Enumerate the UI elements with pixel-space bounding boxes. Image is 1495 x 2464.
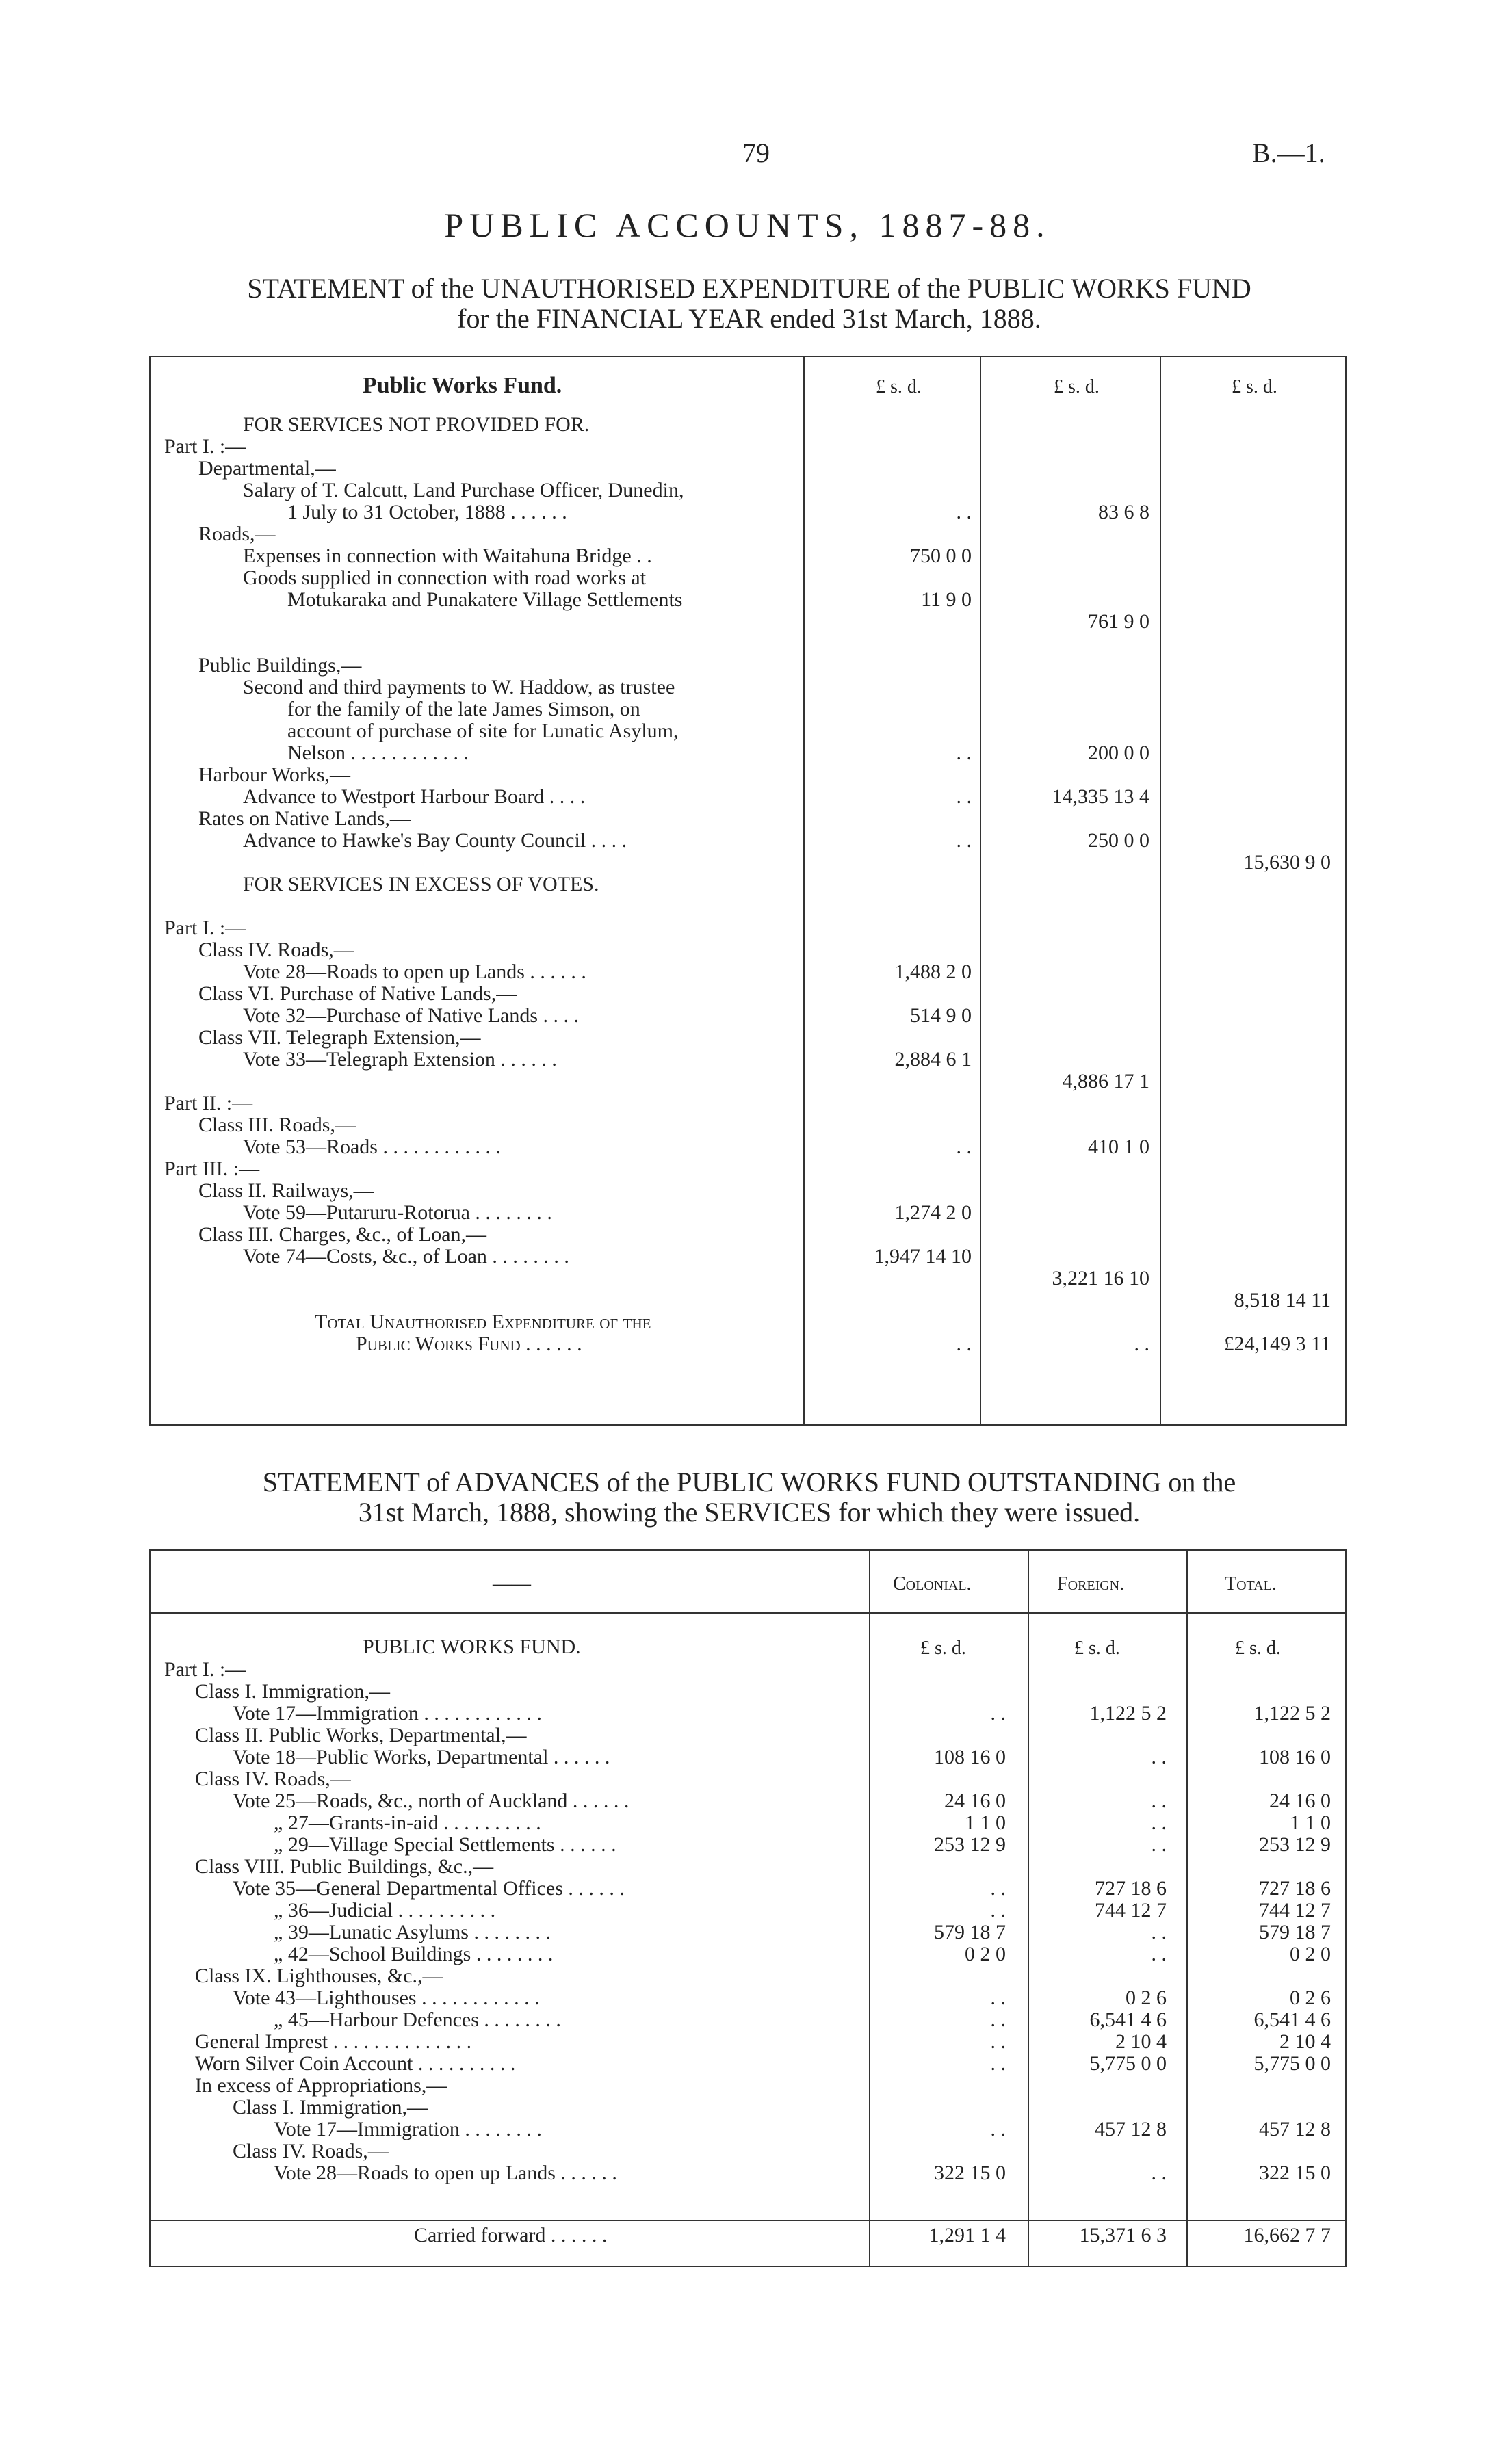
table2-row-label: Vote 18—Public Works, Departmental . . . . . . — [233, 1746, 610, 1768]
table2-description-header: —— — [493, 1573, 531, 1595]
table2-col3-units: £ s. d. — [1235, 1638, 1281, 1659]
table2-c3-value: 1,122 5 2 — [1253, 1702, 1331, 1725]
table1-row-label: Advance to Hawke's Bay County Council . . . . — [243, 829, 627, 852]
table2-row-label: „ 27—Grants-in-aid . . . . . . . . . . — [274, 1811, 541, 1834]
table2-c1-value: . . — [990, 2118, 1006, 2140]
table1-col1-units: £ s. d. — [876, 376, 922, 397]
table2-row-label: Vote 25—Roads, &c., north of Auckland . . . . . . — [233, 1790, 629, 1812]
table1-row-label: Class IV. Roads,— — [198, 939, 354, 961]
table2-row-label: Class II. Public Works, Departmental,— — [195, 1724, 527, 1746]
table2-c2-value: . . — [1151, 1790, 1167, 1812]
table2-c1-value: 322 15 0 — [934, 2162, 1006, 2184]
table1-row-label: Vote 32—Purchase of Native Lands . . . . — [243, 1004, 580, 1027]
table2-c3-value: 0 2 0 — [1290, 1943, 1331, 1965]
table2-c3-value: 579 18 7 — [1259, 1921, 1331, 1943]
table1-c1-value: 2,884 6 1 — [894, 1048, 972, 1071]
statement1-title-line2: for the FINANCIAL YEAR ended 31st March, 1888. — [457, 303, 1041, 334]
table2-c1-value: . . — [990, 1899, 1006, 1922]
column-divider — [803, 357, 805, 1424]
table1-row-label: Advance to Westport Harbour Board . . . . — [243, 785, 586, 808]
table1-c1-value: 1,488 2 0 — [894, 960, 972, 983]
table2-c1-value: 579 18 7 — [934, 1921, 1006, 1943]
table2-c2-value: 2 10 4 — [1115, 2030, 1167, 2053]
table1-c2-value: 250 0 0 — [1088, 829, 1149, 852]
table2-c1-value: 253 12 9 — [934, 1833, 1006, 1856]
statement2-title-line1: STATEMENT of ADVANCES of the PUBLIC WORKS FUND OUTSTANDING on the — [262, 1467, 1236, 1497]
colonial-column-header: Colonial. — [893, 1573, 972, 1595]
column-divider — [1028, 1551, 1029, 2266]
table1-c1-value: 1,274 2 0 — [894, 1201, 972, 1224]
column-divider — [980, 357, 981, 1424]
carried-forward-c3: 16,662 7 7 — [1243, 2224, 1331, 2246]
statement1-title-line1: STATEMENT of the UNAUTHORISED EXPENDITURE of the PUBLIC WORKS FUND — [247, 273, 1251, 304]
table1-row-label: Class VII. Telegraph Extension,— — [198, 1026, 481, 1049]
table1-c3-value: £24,149 3 11 — [1223, 1333, 1331, 1355]
table2-c1-value: 1 1 0 — [965, 1811, 1006, 1834]
table2-c2-value: 6,541 4 6 — [1089, 2008, 1167, 2031]
table2-c2-value: . . — [1151, 1746, 1167, 1768]
table2-c1-value: 0 2 0 — [965, 1943, 1006, 1965]
table1-row-label: FOR SERVICES IN EXCESS OF VOTES. — [243, 873, 599, 895]
table2-c3-value: 108 16 0 — [1259, 1746, 1331, 1768]
total-rule — [151, 2220, 1345, 2221]
table1-row-label: Nelson . . . . . . . . . . . . — [287, 742, 469, 764]
table1-row-label: Rates on Native Lands,— — [198, 807, 411, 830]
table1-c2-value: . . — [1134, 1333, 1149, 1355]
page-title: PUBLIC ACCOUNTS, 1887-88. — [444, 206, 1051, 244]
table2-c2-value: . . — [1151, 1833, 1167, 1856]
table2-c3-value: 727 18 6 — [1259, 1877, 1331, 1900]
table1-c1-value: . . — [956, 1333, 972, 1355]
table1-c1-value: . . — [956, 742, 972, 764]
table1-c2-value: 3,221 16 10 — [1052, 1267, 1149, 1289]
column-divider — [1160, 357, 1161, 1424]
carried-forward-c1: 1,291 1 4 — [928, 2224, 1006, 2246]
table1-row-label: Vote 33—Telegraph Extension . . . . . . — [243, 1048, 557, 1071]
table2-row-label: Vote 17—Immigration . . . . . . . . . . . . — [233, 1702, 542, 1725]
table2-col2-units: £ s. d. — [1074, 1638, 1120, 1659]
table1-row-label: 1 July to 31 October, 1888 . . . . . . — [287, 501, 567, 523]
table2-c3-value: 1 1 0 — [1290, 1811, 1331, 1834]
table1-row-label: Part I. :— — [164, 917, 246, 939]
table1-row-label: FOR SERVICES NOT PROVIDED FOR. — [243, 413, 590, 436]
table1-row-label: Class VI. Purchase of Native Lands,— — [198, 982, 517, 1005]
table1-row-label: Total Unauthorised Expenditure of the — [315, 1311, 651, 1333]
table1-c2-value: 761 9 0 — [1088, 610, 1149, 633]
table2-c1-value: . . — [990, 1987, 1006, 2009]
table2-row-label: Class IV. Roads,— — [195, 1768, 351, 1790]
table2-col1-units: £ s. d. — [920, 1638, 966, 1659]
table1-row-label: Harbour Works,— — [198, 763, 350, 786]
table2-row-label: Vote 17—Immigration . . . . . . . . — [274, 2118, 542, 2140]
table1-row-label: Class III. Charges, &c., of Loan,— — [198, 1223, 487, 1246]
table2-row-label: Part I. :— — [164, 1658, 246, 1681]
table2-row-label: Vote 35—General Departmental Offices . . . . . . — [233, 1877, 625, 1900]
table2-c3-value: 322 15 0 — [1259, 2162, 1331, 2184]
table2-c2-value: 0 2 6 — [1126, 1987, 1167, 2009]
carried-forward-c2: 15,371 6 3 — [1079, 2224, 1167, 2246]
table1-col2-units: £ s. d. — [1054, 376, 1100, 397]
page-number: 79 — [742, 137, 770, 168]
table2-row-label: Class IV. Roads,— — [233, 2140, 389, 2162]
table1-c2-value: 4,886 17 1 — [1062, 1070, 1149, 1092]
table2-c3-value: 6,541 4 6 — [1253, 2008, 1331, 2031]
table2-c3-value: 457 12 8 — [1259, 2118, 1331, 2140]
table2-c1-value: 108 16 0 — [934, 1746, 1006, 1768]
table2-c2-value: 1,122 5 2 — [1089, 1702, 1167, 1725]
table1-row-label: Class II. Railways,— — [198, 1179, 374, 1202]
table2-row-label: Class VIII. Public Buildings, &c.,— — [195, 1855, 494, 1878]
table1-row-label: Second and third payments to W. Haddow, as trustee — [243, 676, 675, 698]
table2-c1-value: . . — [990, 2008, 1006, 2031]
table1-c1-value: . . — [956, 785, 972, 808]
table2-c2-value: . . — [1151, 1811, 1167, 1834]
table1-row-label: Class III. Roads,— — [198, 1114, 356, 1136]
table2-c1-value: . . — [990, 2052, 1006, 2075]
table1-c1-value: . . — [956, 829, 972, 852]
document-reference: B.—1. — [1252, 137, 1325, 168]
table2-c2-value: 727 18 6 — [1095, 1877, 1167, 1900]
table1-c2-value: 83 6 8 — [1098, 501, 1149, 523]
statement2-title-line2: 31st March, 1888, showing the SERVICES for which they were issued. — [358, 1497, 1141, 1528]
table2-c2-value: . . — [1151, 2162, 1167, 2184]
table2-c2-value: 457 12 8 — [1095, 2118, 1167, 2140]
table2-row-label: „ 36—Judicial . . . . . . . . . . — [274, 1899, 496, 1922]
table2-c3-value: 744 12 7 — [1259, 1899, 1331, 1922]
table1-row-label: Part III. :— — [164, 1157, 260, 1180]
table2-c2-value: . . — [1151, 1921, 1167, 1943]
table1-row-label: Vote 28—Roads to open up Lands . . . . . . — [243, 960, 586, 983]
table2-row-label: Class IX. Lighthouses, &c.,— — [195, 1965, 443, 1987]
table1-row-label: Expenses in connection with Waitahuna Bridge . . — [243, 545, 652, 567]
table1-row-label: Vote 53—Roads . . . . . . . . . . . . — [243, 1136, 501, 1158]
table1-row-label: Salary of T. Calcutt, Land Purchase Officer, Dunedin, — [243, 479, 684, 501]
table1-c3-value: 15,630 9 0 — [1243, 851, 1331, 874]
table1-row-label: account of purchase of site for Lunatic Asylum, — [287, 720, 679, 742]
column-divider — [1186, 1551, 1188, 2266]
table2-c3-value: 2 10 4 — [1279, 2030, 1331, 2053]
table2-c1-value: . . — [990, 1877, 1006, 1900]
table1-c3-value: 8,518 14 11 — [1234, 1289, 1331, 1311]
table2-c1-value: . . — [990, 2030, 1006, 2053]
column-divider — [869, 1551, 870, 2266]
table1-row-label: Public Works Fund . . . . . . — [356, 1333, 582, 1355]
table2-row-label: „ 29—Village Special Settlements . . . . . . — [274, 1833, 616, 1856]
table1-c2-value: 410 1 0 — [1088, 1136, 1149, 1158]
table1-row-label: for the family of the late James Simson, on — [287, 698, 640, 720]
table1-c1-value: 750 0 0 — [910, 545, 972, 567]
table1-row-label: Part II. :— — [164, 1092, 253, 1114]
table1-c2-value: 200 0 0 — [1088, 742, 1149, 764]
table2-c3-value: 5,775 0 0 — [1253, 2052, 1331, 2075]
table2-row-label: „ 42—School Buildings . . . . . . . . — [274, 1943, 554, 1965]
table2-c2-value: . . — [1151, 1943, 1167, 1965]
table1-row-label: Departmental,— — [198, 457, 336, 480]
table1-row-label: Vote 59—Putaruru-Rotorua . . . . . . . . — [243, 1201, 552, 1224]
table1-row-label: Roads,— — [198, 523, 276, 545]
table2-c2-value: 5,775 0 0 — [1089, 2052, 1167, 2075]
table2-c3-value: 24 16 0 — [1269, 1790, 1331, 1812]
table2-row-label: Vote 28—Roads to open up Lands . . . . . . — [274, 2162, 617, 2184]
table1-heading: Public Works Fund. — [363, 373, 562, 398]
table2-row-label: General Imprest . . . . . . . . . . . . . . — [195, 2030, 472, 2053]
table1-c1-value: . . — [956, 1136, 972, 1158]
table2-row-label: „ 45—Harbour Defences . . . . . . . . — [274, 2008, 561, 2031]
table1-row-label: Motukaraka and Punakatere Village Settlements — [287, 588, 683, 611]
table2-c3-value: 253 12 9 — [1259, 1833, 1331, 1856]
table2-row-label: Vote 43—Lighthouses . . . . . . . . . . . . — [233, 1987, 540, 2009]
table1-c2-value: 14,335 13 4 — [1052, 785, 1149, 808]
table1-row-label: Part I. :— — [164, 435, 246, 458]
total-column-header: Total. — [1225, 1573, 1277, 1595]
table2-row-label: Class I. Immigration,— — [233, 2096, 428, 2119]
table2-c2-value: 744 12 7 — [1095, 1899, 1167, 1922]
table1-col3-units: £ s. d. — [1232, 376, 1277, 397]
table2-row-label: Class I. Immigration,— — [195, 1680, 390, 1703]
table1-c1-value: 514 9 0 — [910, 1004, 972, 1027]
table2-row-label: „ 39—Lunatic Asylums . . . . . . . . — [274, 1921, 551, 1943]
header-rule — [151, 1612, 1345, 1614]
table1-row-label: Public Buildings,— — [198, 654, 362, 677]
table1-c1-value: 1,947 14 10 — [874, 1245, 972, 1268]
table1-row-label: Vote 74—Costs, &c., of Loan . . . . . . . . — [243, 1245, 569, 1268]
table1-c1-value: . . — [956, 501, 972, 523]
carried-forward-label: Carried forward . . . . . . — [414, 2224, 608, 2246]
table2-c1-value: . . — [990, 1702, 1006, 1725]
table2-heading: PUBLIC WORKS FUND. — [363, 1636, 581, 1658]
table2-row-label: Worn Silver Coin Account . . . . . . . . . . — [195, 2052, 516, 2075]
table2-row-label: In excess of Appropriations,— — [195, 2074, 447, 2097]
table2-c3-value: 0 2 6 — [1290, 1987, 1331, 2009]
table2-c1-value: 24 16 0 — [944, 1790, 1006, 1812]
foreign-column-header: Foreign. — [1057, 1573, 1125, 1595]
table1-row-label: Goods supplied in connection with road works at — [243, 566, 647, 589]
table1-c1-value: 11 9 0 — [921, 588, 972, 611]
